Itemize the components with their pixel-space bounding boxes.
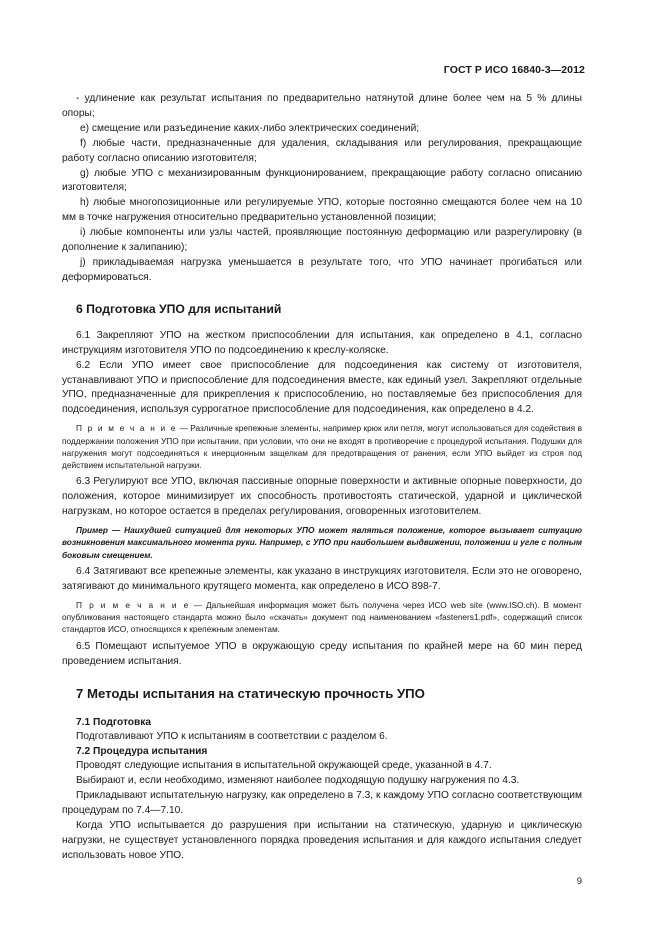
list-item: e) смещение или разъединение каких-либо электрических соединений; [80,122,420,134]
list-item: i) любые компоненты или узлы частей, проявляющие постоянную деформацию или разрегулировку (в дополнение к залипанию); [62,227,582,254]
subsection-7-1-title: 7.1 Подготовка [76,716,152,728]
section-7-title: 7 Методы испытания на статическую прочность УПО [76,685,425,701]
page-number: 9 [576,876,582,887]
standard-header: ГОСТ Р ИСО 16840-3—2012 [443,64,585,76]
subsection-7-2-title: 7.2 Процедура испытания [76,746,208,758]
list-item: g) любые УПО с механизированным функционированием, прекращающие работу согласно описанию изготовителя; [62,167,582,194]
paragraph-6-2: 6.2 Если УПО имеет свое приспособление для подсоединения как систему от изготовителя, устанавливают УПО и приспособление для подсоединения вместе, как единый узел. Закрепляют отдельные УПО, предназначенные для прикрепления к приспособлению, но поставляемые без приспособления для подсоединения, используя суррогатное приспособление для подсоединения, как определено в 4.2. [62,359,582,416]
paragraph-6-3: 6.3 Регулируют все УПО, включая пассивные опорные поверхности и активные опорные поверхности, до положения, которое минимизирует их способность противостоять статической, ударной и циклической нагрузкам, но которое остается в пределах регулирования, оговоренных изготовителем. [62,476,582,518]
paragraph-6-1: 6.1 Закрепляют УПО на жестком приспособлении для испытания, как определено в 4.1, согласно инструкциям изготовителя УПО по подсоединению к креслу-коляске. [62,329,582,356]
example: Пример — Наихудшей ситуацией для некоторых УПО может являться положение, которое вызывает ситуацию возникновения максимального момента руки. Например, с УПО при наибольшем выдвижении, положении и угле с полным боковым смещением. [62,525,582,560]
note-2 [62,599,582,636]
note-text: — Дальнейшая информация может быть получена через ИСО web site (www.ISO.ch). В момент опубликования настоящего стандарта можно было «скачать» документ под наименованием «fasteners1.pdf», содержащий список стандартов ИСО, относящихся к крепежным элементам. [62,599,582,635]
note-text: — Различные крепежные элементы, например крюк или петля, могут использоваться для содействия в поддержании положения УПО при испытании, при условии, что они не входят в противоречие с процедурой испытания. Подушки для нагружения могут подсоединяться к инерционным защелкам для предотвращения от ранения, если УПО выйдет из строя под действием испытательной нагрузки. [62,423,582,471]
list-item: j) прикладываемая нагрузка уменьшается в результате того, что УПО начинает прогибаться или деформироваться. [62,256,582,283]
list-item: h) любые многопозиционные или регулируемые УПО, которые постоянно смещаются более чем на 10 мм в точке нагружения относительно предварительно установленной позиции; [62,197,582,224]
document-body [62,92,582,864]
list-item: f) любые части, предназначенные для удаления, складывания или регулирования, прекращающие работу согласно описанию изготовителя; [62,137,582,164]
paragraph-7-2-a: Проводят следующие испытания в испытательной окружающей среде, указанной в 4.7. [76,760,492,772]
paragraph-6-4: 6.4 Затягивают все крепежные элементы, как указано в инструкциях изготовителя. Если это не оговорено, затягивают до минимального крутящего момента, как определено в ИСО 898-7. [62,566,582,592]
paragraph-6-5: 6.5 Помещают испытуемое УПО в окружающую среду испытания по крайней мере на 60 мин перед проведением испытания. [62,640,582,667]
paragraph-7-2-d: Когда УПО испытывается до разрушения при испытании на статическую, ударную и циклическую нагрузки, не существует установленного порядка проведения испытания и для каждого испытания следует использовать новое УПО. [62,820,582,861]
paragraph-7-2-c: Прикладывают испытательную нагрузку, как определено в 7.3, к каждому УПО согласно соответствующим процедурам по 7.4—7.10. [62,790,582,817]
note-label: П р и м е ч а н и е [76,423,177,434]
section-6-title: 6 Подготовка УПО для испытаний [76,301,282,316]
paragraph-7-1: Подготавливают УПО к испытаниям в соответствии с разделом 6. [76,730,388,742]
note-1 [62,422,582,471]
list-item: - удлинение как результат испытания по предварительно натянутой длине более чем на 5 % длины опоры; [62,93,582,119]
paragraph-7-2-b: Выбирают и, если необходимо, изменяют наиболее подходящую подушку нагружения по 4.3. [76,775,520,787]
note-label: П р и м е ч а н и е [76,599,190,610]
